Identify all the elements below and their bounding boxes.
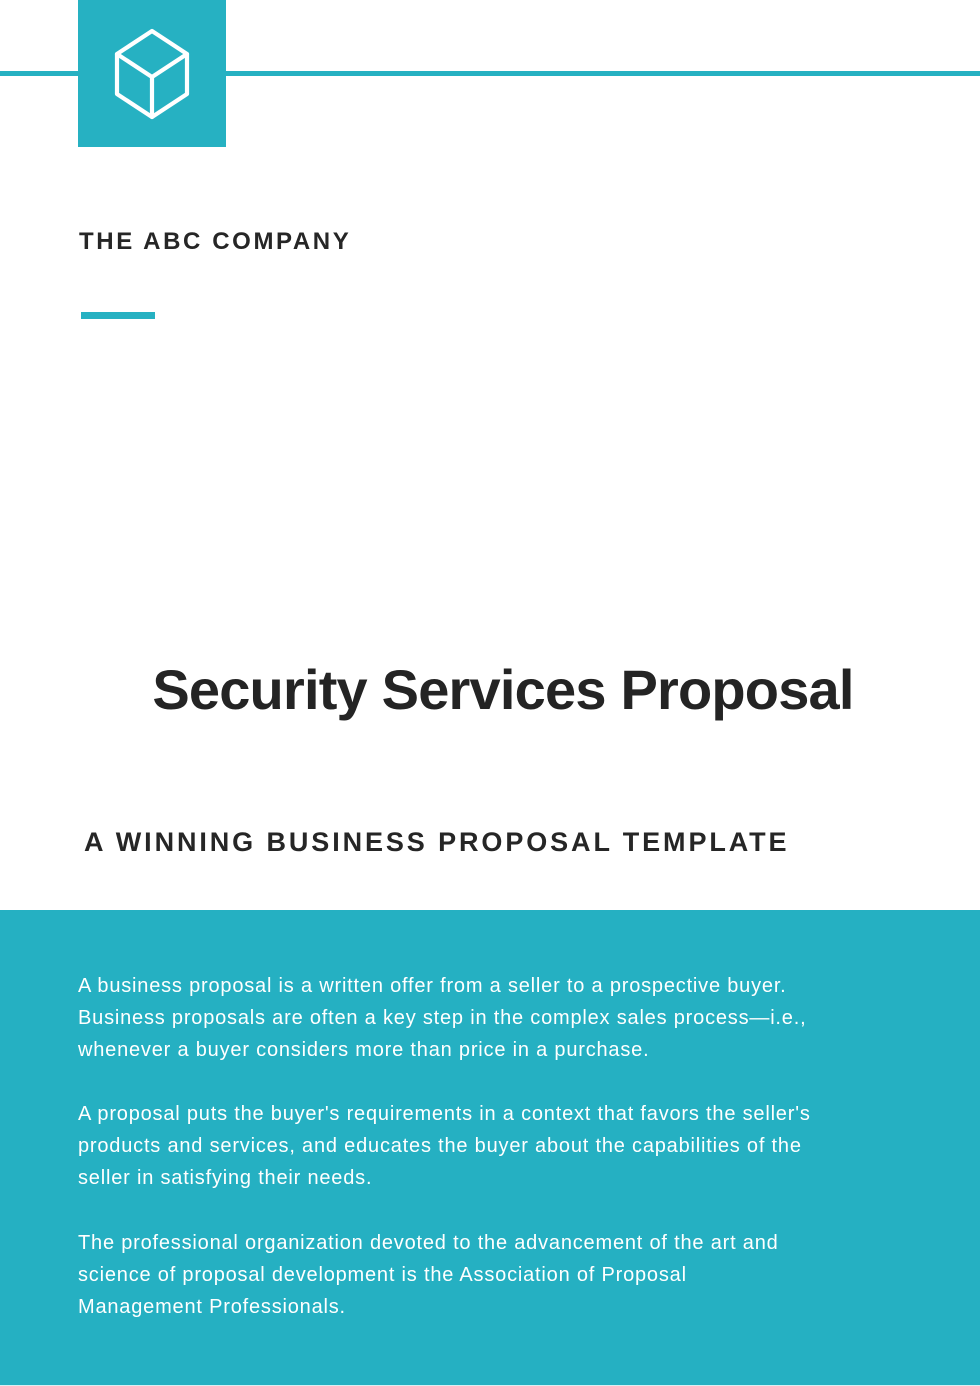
body-paragraph — [78, 1227, 908, 1323]
company-name: THE ABC COMPANY — [79, 228, 352, 255]
document-title: Security Services Proposal — [152, 658, 854, 721]
paragraph-line: whenever a buyer considers more than price in a purchase. — [78, 1039, 650, 1061]
paragraph-line: A proposal puts the buyer's requirements in a context that favors the seller's — [78, 1103, 811, 1125]
accent-bar — [81, 312, 155, 319]
body-paragraph — [78, 970, 908, 1066]
document-subtitle: A WINNING BUSINESS PROPOSAL TEMPLATE — [84, 827, 790, 857]
paragraph-line: science of proposal development is the Association of Proposal — [78, 1264, 687, 1286]
paragraph-line: products and services, and educates the buyer about the capabilities of the — [78, 1135, 802, 1157]
cube-icon — [114, 28, 190, 120]
info-band — [0, 910, 980, 1385]
logo-box — [78, 0, 226, 147]
paragraph-line: Business proposals are often a key step in the complex sales process—i.e., — [78, 1007, 807, 1029]
paragraph-line: A business proposal is a written offer from a seller to a prospective buyer. — [78, 975, 787, 997]
paragraph-line: seller in satisfying their needs. — [78, 1167, 373, 1189]
body-paragraph — [78, 1098, 908, 1194]
paragraph-line: The professional organization devoted to the advancement of the art and — [78, 1232, 779, 1254]
paragraph-line: Management Professionals. — [78, 1296, 346, 1318]
